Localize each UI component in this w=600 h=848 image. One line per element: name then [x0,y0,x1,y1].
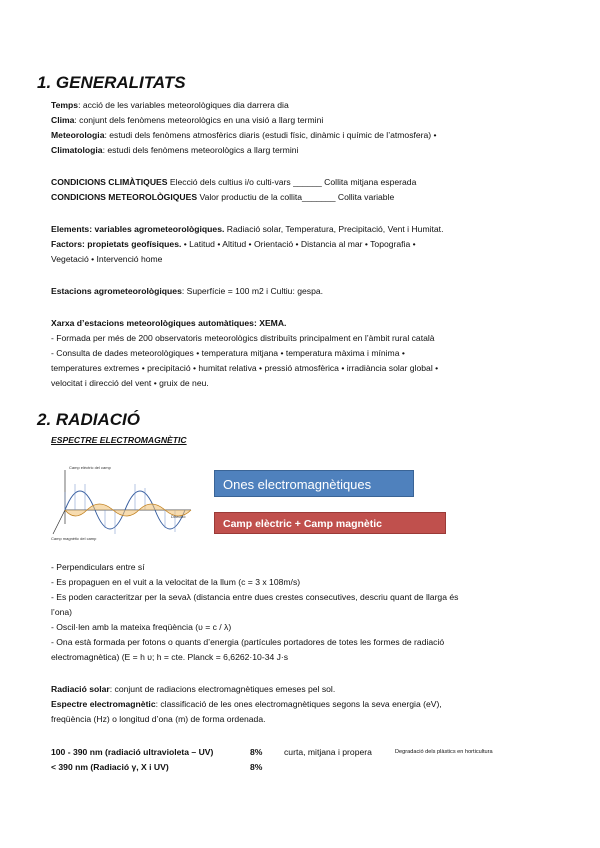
em-wave-figure [51,462,201,542]
term-clima: Clima [51,115,75,125]
term-climatologia: Climatologia [51,145,103,155]
def-espectre: Espectre electromagnètic: classificació de les ones electromagnètiques segons la seva energia (eV), [51,699,442,709]
section-title-generalitats: 1. GENERALITATS [37,73,186,92]
subtitle-espectre: ESPECTRE ELECTROMAGNÈTIC [51,435,187,445]
bullet-3b: l’ona) [51,607,73,617]
elements-line: Elements: variables agrometeorològiques. Radiació solar, Temperatura, Precipitació, Vent i Humitat. [51,224,444,234]
def-radiacio-solar: Radiació solar: conjunt de radiacions electromagnètiques emeses pel sol. [51,684,336,694]
section-title-radiacio: 2. RADIACIÓ [37,410,140,429]
factors-line: Factors: propietats geofísiques. • Latitud • Altitud • Orientació • Distancia al mar • Topografia • [51,239,416,249]
xarxa-item-2: - Consulta de dades meteorològiques • temperatura mitjana • temperatura màxima i mínima • [51,348,405,358]
term-meteorologia: Meteorologia [51,130,105,140]
def-espectre-2: freqüència (Hz) o longitud d’ona (m) de forma ordenada. [51,714,266,724]
uv-desc: curta, mitjana i propera [284,747,372,757]
xarxa-item-1: - Formada per més de 200 observatoris meteorològics distribuïts principalment en l’àmbit rural català [51,333,435,343]
def-clima: Clima: conjunt dels fenòmens meteorològics en una visió a llarg termini [51,115,324,125]
xarxa-item-3: temperatures extremes • precipitació • humitat relativa • pressió atmosfèrica • irradiància solar global • [51,363,439,373]
box-ones-electromagnetiques: Ones electromagnètiques [214,470,414,497]
bullet-5b: electromagnètica) (E = h υ; h = cte. Planck = 6,6262·10-34 J·s [51,652,289,662]
factors-line-2: Vegetació • Intervenció home [51,254,163,264]
bullet-3: - Es poden caracteritzar per la sevaλ (distancia entre dues crestes consecutives, descriu quant de llarga és [51,592,459,602]
fig-top-label: Camp elèctric del camp [69,465,111,470]
fig-axis-label: Direcció [171,514,186,519]
condicions-meteorologiques: CONDICIONS METEOROLÒGIQUES Valor productiu de la collita_______ Collita variable [51,192,395,202]
bullet-5: - Ona està formada per fotons o quants d’energia (partícules portadores de totes les formes de radiació [51,637,445,647]
fig-bottom-label: Camp magnètic del camp [51,536,97,541]
bullet-4: - Oscil·len amb la mateixa freqüència (υ = c / λ) [51,622,232,632]
term-temps: Temps [51,100,79,110]
uv-row: 100 - 390 nm (radiació ultravioleta – UV) [51,747,214,757]
gamma-percent: 8% [250,762,263,772]
gamma-row: < 390 nm (Radiació γ, X i UV) [51,762,169,772]
condicions-climatiques: CONDICIONS CLIMÀTIQUES Elecció dels cultius i/o culti-vars ______ Collita mitjana esperada [51,177,417,187]
bullet-2: - Es propaguen en el vuit a la velocitat de la llum (c = 3 x 108m/s) [51,577,301,587]
def-meteorologia: Meteorologia: estudi dels fenòmens atmosfèrics diaris (estudi físic, dinàmic i químic de l’atmosfera) • [51,130,437,140]
xarxa-title: Xarxa d’estacions meteorològiques automàtiques: XEMA. [51,318,287,328]
def-temps: Temps: acció de les variables meteorològiques dia darrera dia [51,100,289,110]
xarxa-item-4: velocitat i direcció del vent • gruix de neu. [51,378,209,388]
def-climatologia: Climatologia: estudi dels fenòmens meteorològics a llarg termini [51,145,299,155]
uv-percent: 8% [250,747,263,757]
box-camp-electric-magnetic: Camp elèctric + Camp magnètic [214,512,446,534]
estacions-line: Estacions agrometeorològiques: Superfície = 100 m2 i Cultiu: gespa. [51,286,324,296]
uv-note: Degradació dels plàstics en horticultura [395,749,493,755]
bullet-1: - Perpendiculars entre sí [51,562,145,572]
